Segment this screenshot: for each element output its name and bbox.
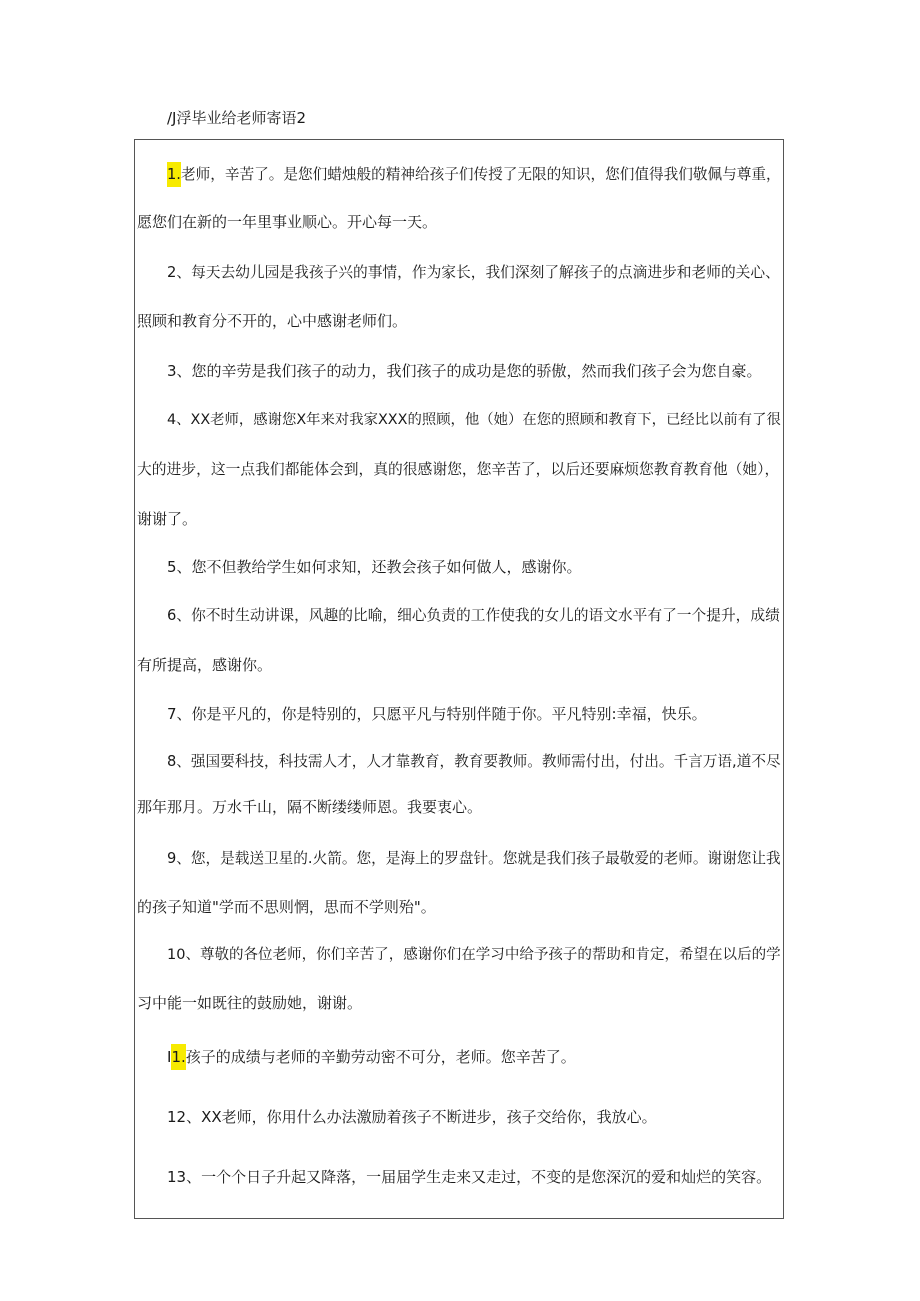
paragraph-8-line-1: 8、强国要科技，科技需人才，人才靠教育，教育要教师。教师需付出，付出。千言万语,道不尽 (167, 753, 781, 770)
line-text: 孩子的成绩与老师的辛勤劳动密不可分，老师。您辛苦了。 (185, 1048, 576, 1066)
paragraph-10-line-2: 习中能一如既往的鼓励她，谢谢。 (137, 994, 363, 1012)
paragraph-7-line-1: 7、你是平凡的，你是特别的，只愿平凡与特别伴随于你。平凡特别:幸福，快乐。 (167, 705, 707, 723)
paragraph-4-line-2: 大的进步，这一点我们都能体会到，真的很感谢您，您辛苦了，以后还要麻烦您教育教育他（她）， (137, 461, 780, 478)
paragraph-1-line-2: 愿您们在新的一年里事业顺心。开心每一天。 (137, 213, 438, 231)
paragraph-2-line-1: 2、每天去幼儿园是我孩子兴的事情，作为家长，我们深刻了解孩子的点滴进步和老师的关心、 (167, 264, 780, 281)
number-prefix: I (167, 1048, 172, 1066)
paragraph-5-line-1: 5、您不但教给学生如何求知，还教会孩子如何做人，感谢你。 (167, 558, 582, 576)
paragraph-13-line-1: 13、一个个日子升起又降落，一届届学生走来又走过，不变的是您深沉的爱和灿烂的笑容。 (167, 1168, 772, 1186)
paragraph-1-line-1 (167, 164, 781, 186)
paragraph-2-line-2: 照顾和教育分不开的，心中感谢老师们。 (137, 312, 408, 330)
paragraph-9-line-1: 9、您，是载送卫星的.火箭。您，是海上的罗盘针。您就是我们孩子最敬爱的老师。谢谢您让我 (167, 850, 781, 867)
paragraph-9-line-2: 的孩子知道"学而不思则惘，思而不学则殆"。 (137, 898, 436, 916)
paragraph-6-line-2: 有所提高，感谢你。 (137, 656, 273, 674)
paragraph-8-line-2: 那年那月。万水千山，隔不断缕缕师恩。我要衷心。 (137, 798, 483, 816)
line-text: 老师，辛苦了。是您们蜡烛般的精神给孩子们传授了无限的知识，您们值得我们敬佩与尊重， (180, 166, 781, 183)
paragraph-6-line-1: 6、你不时生动讲课，风趣的比喻，细心负责的工作使我的女儿的语文水平有了一个提升，成绩 (167, 607, 780, 624)
paragraph-12-line-1: 12、XX老师，你用什么办法激励着孩子不断进步，孩子交给你，我放心。 (167, 1108, 657, 1126)
paragraph-4-line-3: 谢谢了。 (137, 510, 198, 528)
page-title: /J浮毕业给老师寄语2 (167, 109, 307, 127)
paragraph-3-line-1: 3、您的辛劳是我们孩子的动力，我们孩子的成功是您的骄傲，然而我们孩子会为您自豪。 (167, 362, 762, 380)
paragraph-11-line-1 (167, 1046, 576, 1068)
highlight-number: 1. (171, 1044, 185, 1070)
highlight-number: 1. (167, 162, 181, 187)
paragraph-10-line-1: 10、尊敬的各位老师，你们辛苦了，感谢你们在学习中给予孩子的帮助和肯定，希望在以后的学 (167, 947, 781, 963)
paragraph-4-line-1: 4、XX老师，感谢您X年来对我家XXX的照顾，他（她）在您的照顾和教育下，已经比以前有了很 (167, 412, 781, 428)
